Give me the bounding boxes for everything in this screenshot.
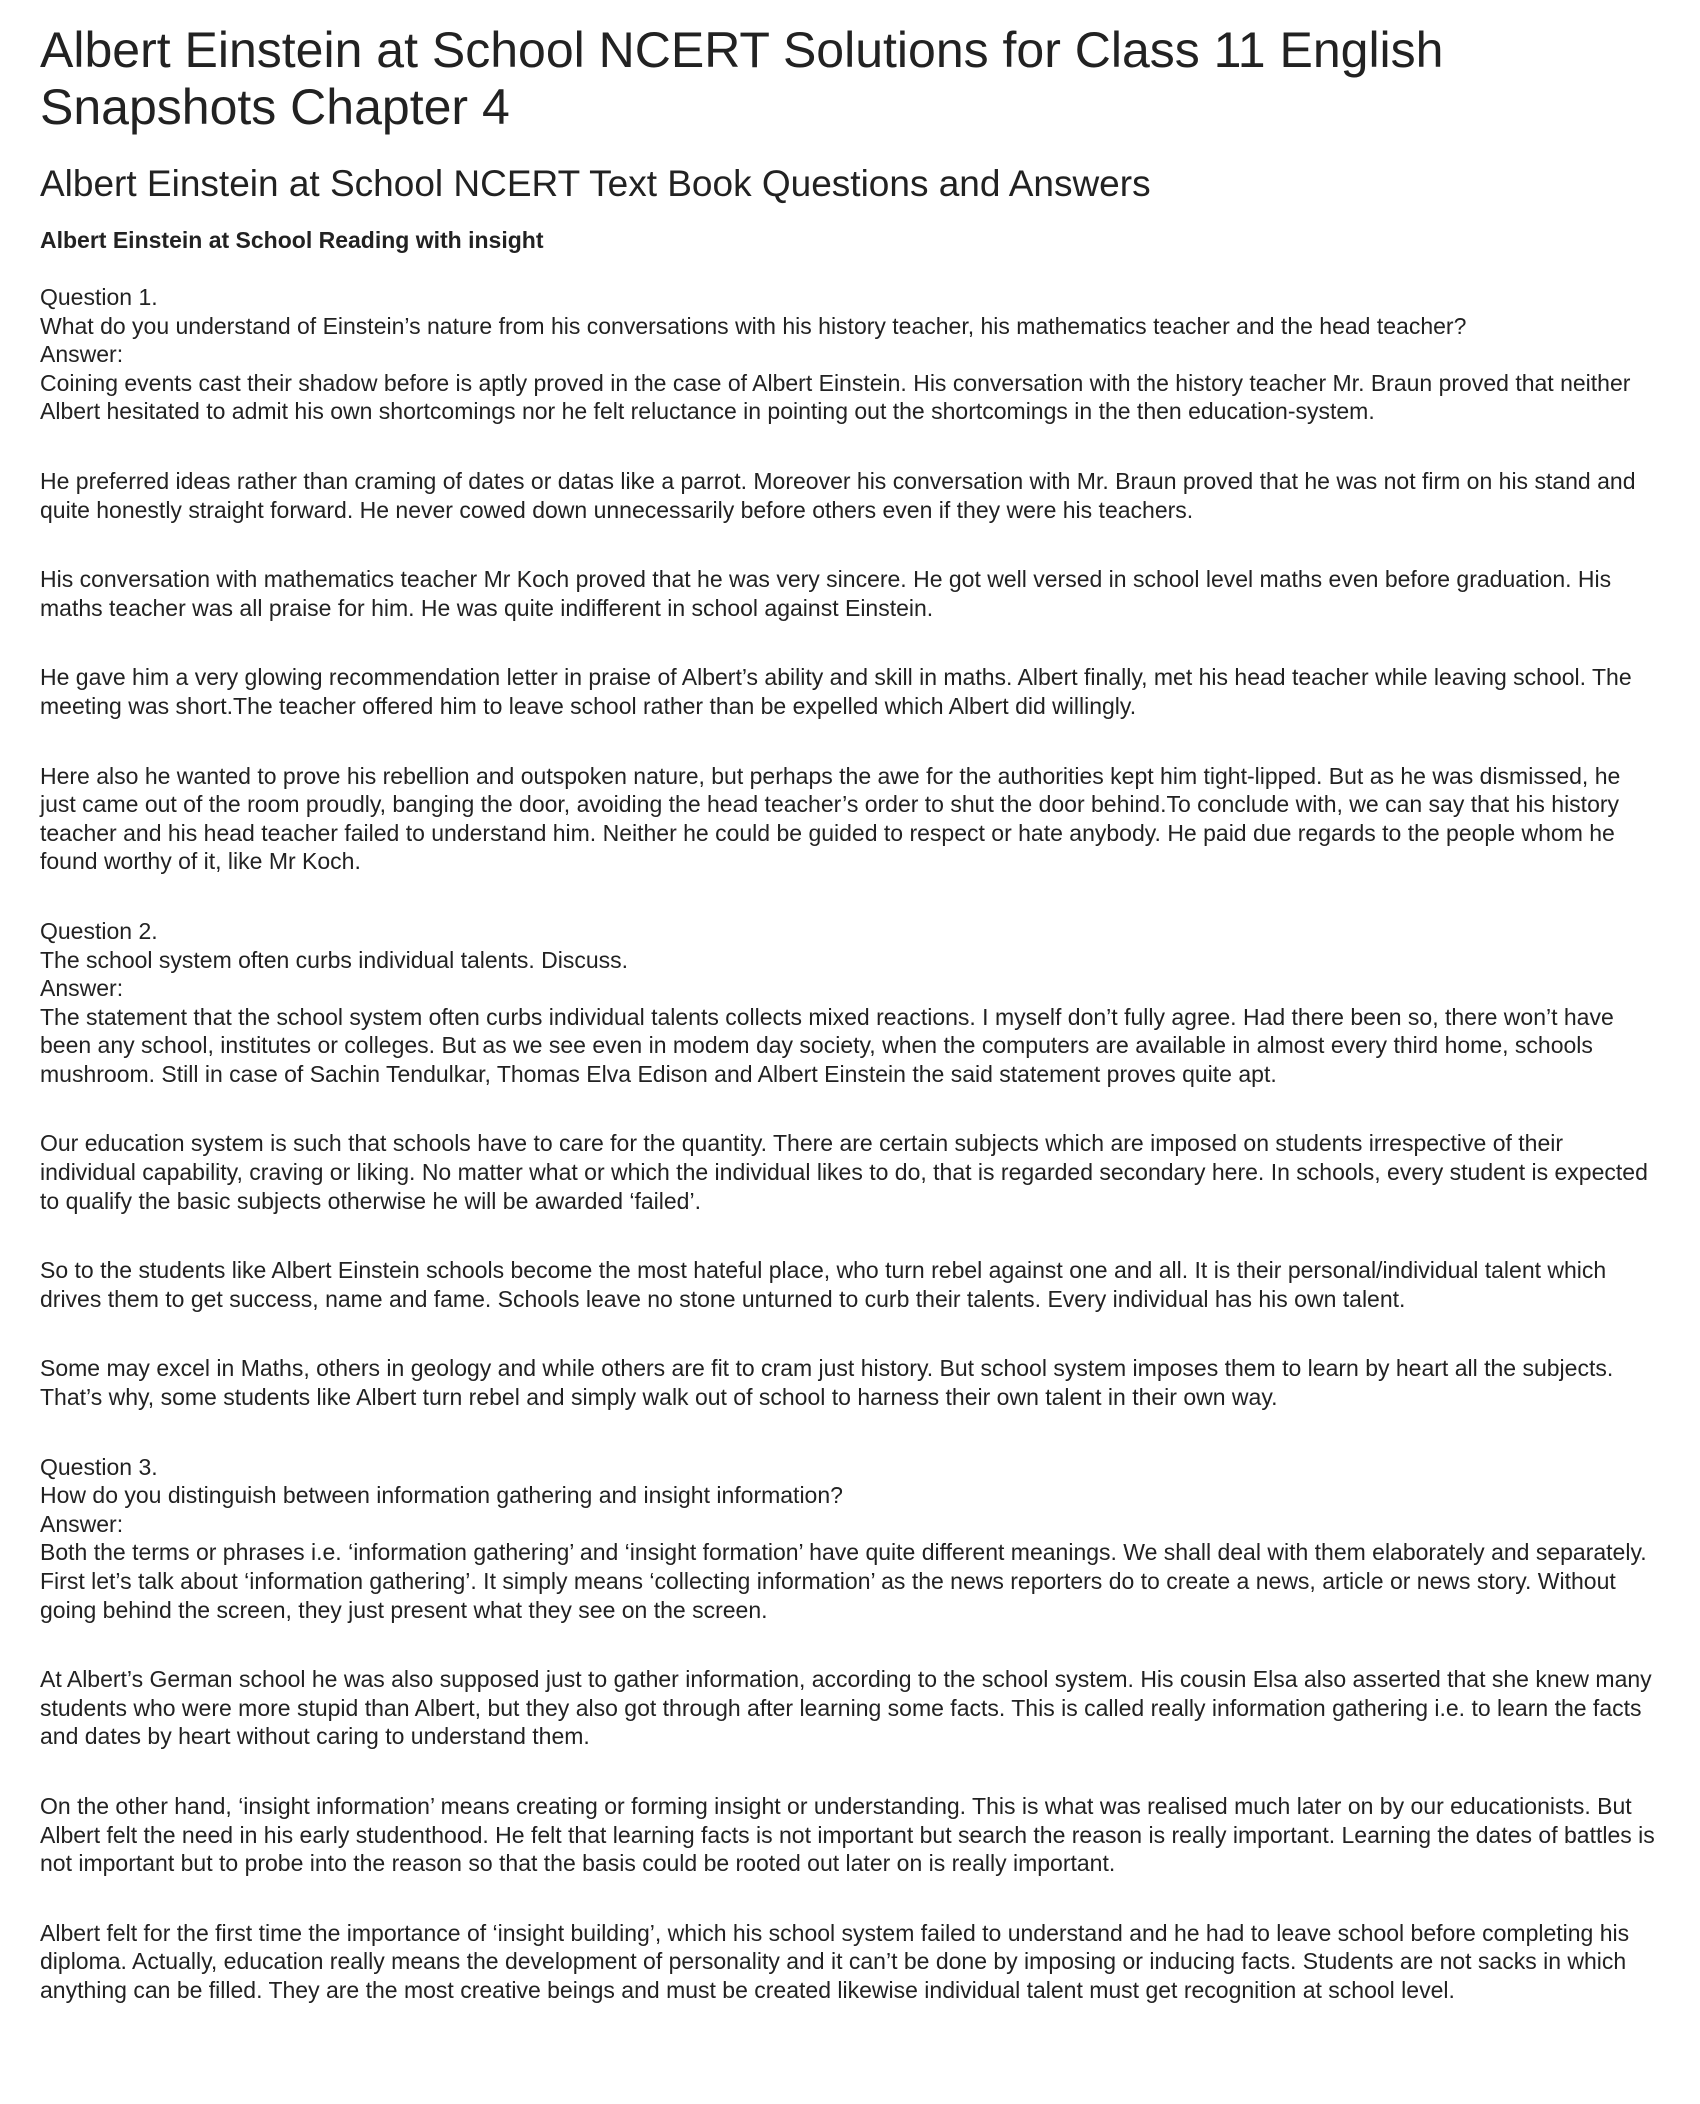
question-label: Question 3. xyxy=(40,1453,158,1480)
answer-paragraph: On the other hand, ‘insight information’ means creating or forming insight or understanding. This is what was realised much later on by our educationists. But Albert felt the need in his early studenthood. He felt that learning facts is not important but search the reason is really important. Learning the dates of battles is not important but to probe into the reason so that the basis could be rooted out later on is really important. xyxy=(40,1792,1655,1877)
answer-paragraph: Our education system is such that schools have to care for the quantity. There are certain subjects which are imposed on students irrespective of their individual capability, craving or liking. No matter what or which the individual likes to do, that is regarded secondary here. In schools, every student is expected to qualify the basic subjects otherwise he will be awarded ‘failed’. xyxy=(40,1130,1648,1214)
answer-paragraph: Here also he wanted to prove his rebellion and outspoken nature, but perhaps the awe for the authorities kept him tight-lipped. But as he was dismissed, he just came out of the room proudly, banging the door, avoiding the head teacher’s order to shut the door behind.To conclude with, we can say that his history teacher and his head teacher failed to understand him. Neither he could be guided to respect or hate anybody. He paid due regards to the people whom he found worthy of it, like Mr Koch. xyxy=(40,762,1621,875)
page-title: Albert Einstein at School NCERT Solutions for Class 11 English Snapshots Chapter 4 xyxy=(40,22,1444,135)
answer-paragraph: Albert felt for the first time the importance of ‘insight building’, which his school system failed to understand and he had to leave school before completing his diploma. Actually, education really means the development of personality and it can’t be done by imposing or inducing facts. Students are not sacks in which anything can be filled. They are the most creative beings and must be created likewise individual talent must get recognition at school level. xyxy=(40,1919,1630,2003)
answer-paragraph: Coining events cast their shadow before is aptly proved in the case of Albert Einstein. His conversation with the history teacher Mr. Braun proved that neither Albert hesitated to admit his own shortcomings nor he felt reluctance in pointing out the shortcomings in the then education-system. xyxy=(40,369,1631,425)
answer-paragraph: His conversation with mathematics teacher Mr Koch proved that he was very sincere. He got well versed in school level maths even before graduation. His maths teacher was all praise for him. He was quite indifferent in school against Einstein. xyxy=(40,566,1612,621)
answer-label: Answer: xyxy=(40,341,124,368)
section-heading: Albert Einstein at School Reading with insight xyxy=(40,227,544,253)
answer-paragraph: He gave him a very glowing recommendation letter in praise of Albert’s ability and skill in maths. Albert finally, met his head teacher while leaving school. The meeting was short.The teacher offered him to leave school rather than be expelled which Albert did willingly. xyxy=(40,664,1632,719)
answer-paragraph: So to the students like Albert Einstein schools become the most hateful place, who turn rebel against one and all. It is their personal/individual talent which drives them to get success, name and fame. Schools leave no stone unturned to curb their talents. Every individual has his own talent. xyxy=(40,1257,1607,1312)
answer-paragraph: The statement that the school system often curbs individual talents collects mixed reactions. I myself don’t fully agree. Had there been so, there won’t have been any school, institutes or colleges. But as we see even in modem day society, when the computers are available in almost every third home, schools mushroom. Still in case of Sachin Tendulkar, Thomas Elva Edison and Albert Einstein the said statement proves quite apt. xyxy=(40,1003,1614,1087)
answer-paragraph: At Albert’s German school he was also supposed just to gather information, according to the school system. His cousin Elsa also asserted that she knew many students who were more stupid than Albert, but they also got through after learning some facts. This is called really information gathering i.e. to learn the facts and dates by heart without caring to understand them. xyxy=(40,1666,1652,1750)
question-block xyxy=(40,283,1660,876)
question-block xyxy=(40,1453,1660,2005)
answer-paragraph: Some may excel in Maths, others in geology and while others are fit to cram just history. But school system imposes them to learn by heart all the subjects. That’s why, some students like Albert turn rebel and simply walk out of school to harness their own talent in their own way. xyxy=(40,1355,1614,1411)
answer-paragraph: Both the terms or phrases i.e. ‘information gathering’ and ‘insight formation’ have quite different meanings. We shall deal with them elaborately and separately. First let’s talk about ‘information gathering’. It simply means ‘collecting information’ as the news reporters do to create a news, article or news story. Without going behind the screen, they just present what they see on the screen. xyxy=(40,1539,1647,1623)
question-text: How do you distinguish between information gathering and insight information? xyxy=(40,1482,843,1509)
page-subtitle: Albert Einstein at School NCERT Text Book Questions and Answers xyxy=(40,163,1151,204)
question-label: Question 1. xyxy=(40,284,158,310)
answer-paragraph: He preferred ideas rather than craming of dates or datas like a parrot. Moreover his conversation with Mr. Braun proved that he was not firm on his stand and quite honestly straight forward. He never cowed down unnecessarily before others even if they were his teachers. xyxy=(40,467,1636,523)
question-text: The school system often curbs individual talents. Discuss. xyxy=(40,946,629,973)
question-block xyxy=(40,917,1660,1412)
question-text: What do you understand of Einstein’s nature from his conversations with his history teacher, his mathematics teacher and the head teacher? xyxy=(40,312,1467,339)
question-label: Question 2. xyxy=(40,917,158,944)
answer-label: Answer: xyxy=(40,975,124,1002)
answer-label: Answer: xyxy=(40,1510,124,1537)
